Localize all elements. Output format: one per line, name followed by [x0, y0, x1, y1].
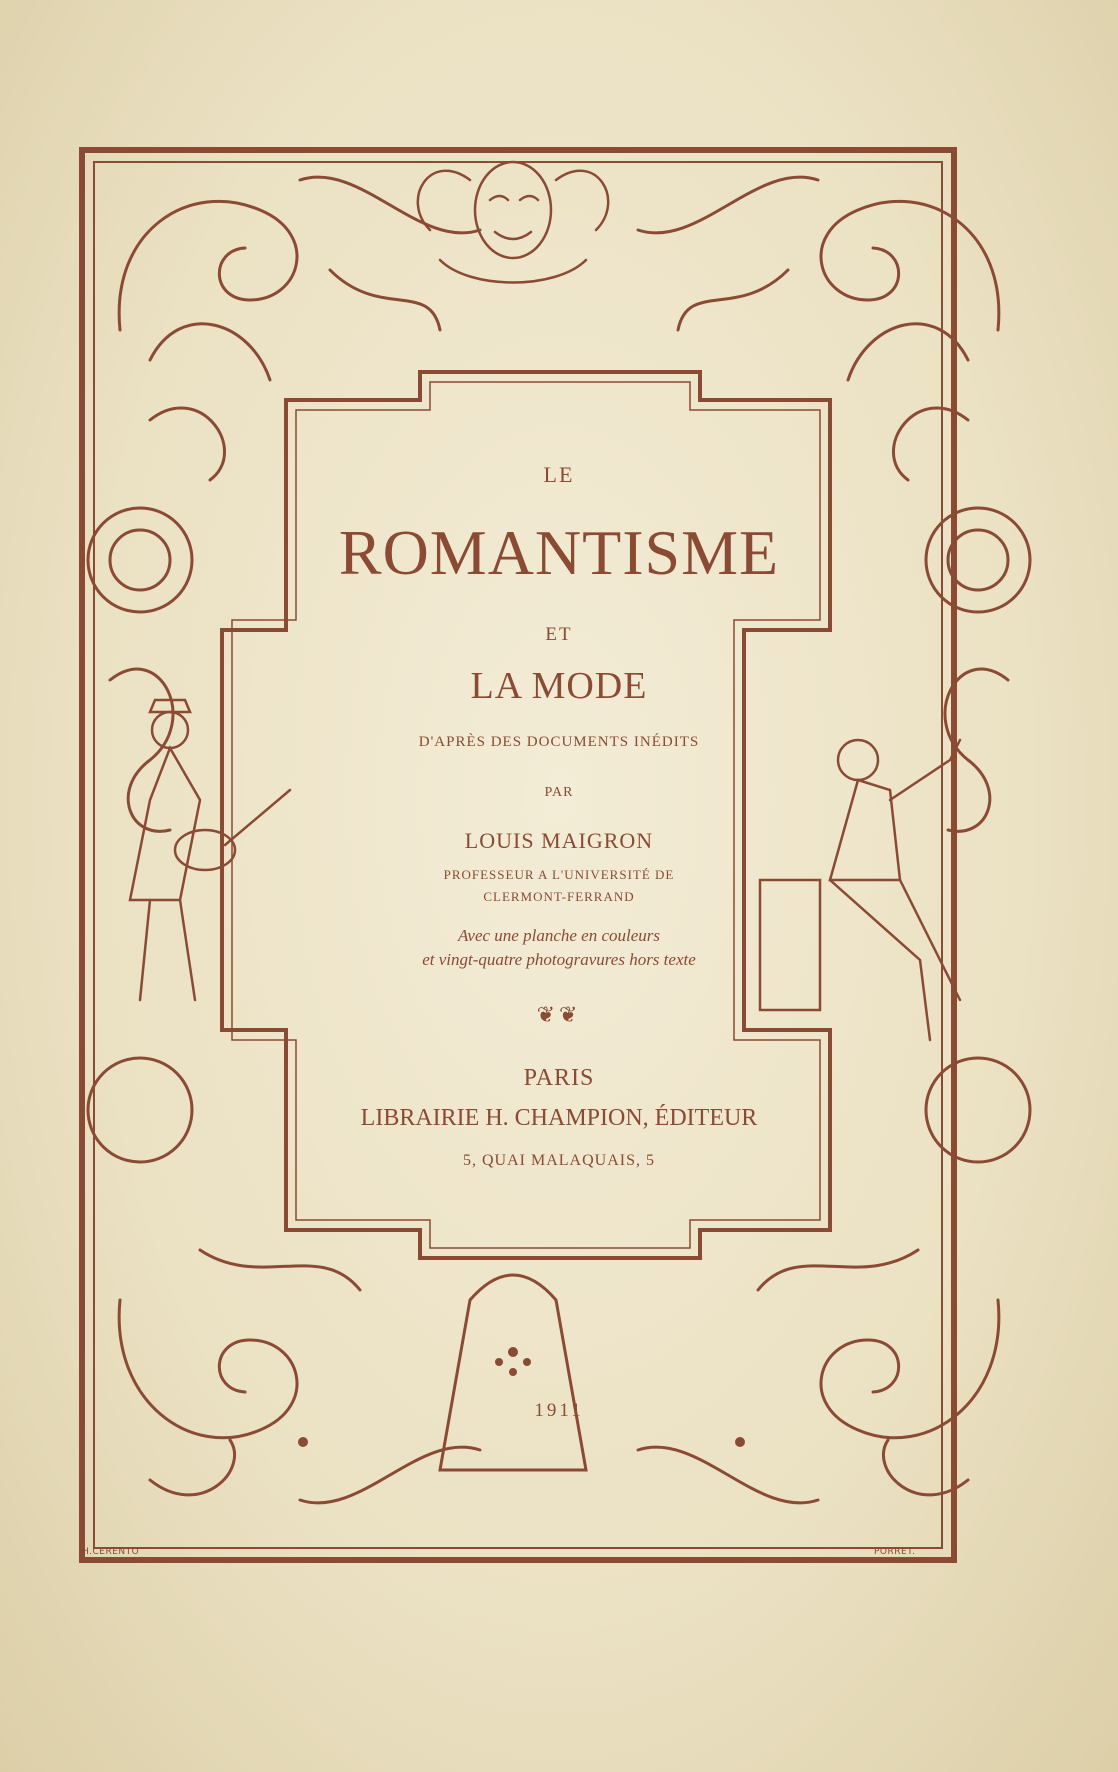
engraver-signature-right: PORRET. [874, 1547, 916, 1557]
book-subtitle: D'APRÈS DES DOCUMENTS INÉDITS [418, 734, 700, 750]
publication-city: PARIS [523, 1065, 595, 1091]
fleuron-ornament: ❦❦ [536, 1003, 582, 1028]
book-title: ROMANTISME [338, 517, 780, 588]
illustrations-note-line2: et vingt-quatre photogravures hors texte [422, 950, 696, 969]
engraver-signature-left: H.CERENTO [82, 1547, 140, 1557]
title-conjunction: ET [545, 624, 573, 645]
illustrations-note-line1: Avec une planche en couleurs [457, 926, 661, 945]
author-name: LOUIS MAIGRON [464, 828, 654, 853]
publisher-name: LIBRAIRIE H. CHAMPION, ÉDITEUR [360, 1105, 758, 1131]
publication-year: 1911 [534, 1400, 584, 1421]
publisher-address: 5, QUAI MALAQUAIS, 5 [463, 1152, 655, 1169]
author-affiliation-line1: PROFESSEUR A L'UNIVERSITÉ DE [443, 867, 675, 882]
book-title-2: LA MODE [470, 665, 648, 707]
author-affiliation-line2: CLERMONT-FERRAND [483, 889, 635, 904]
title-article: LE [543, 462, 575, 487]
by-label: PAR [544, 785, 574, 800]
